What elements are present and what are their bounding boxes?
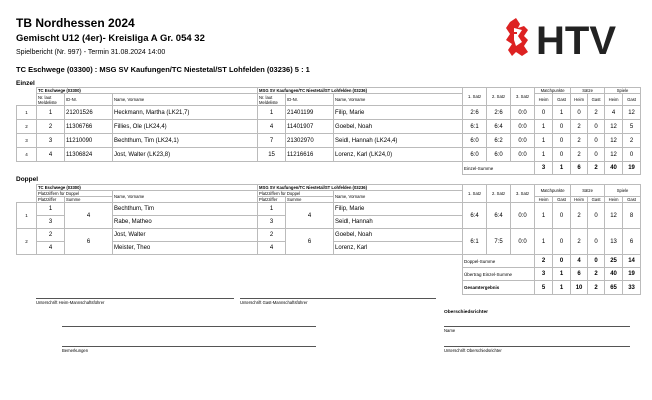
g-gast: 5 <box>623 120 641 134</box>
satz1: 6:4 <box>463 203 487 229</box>
g-gast: 12 <box>623 106 641 120</box>
sum-g-heim: 40 <box>605 162 623 175</box>
table-row <box>17 229 641 242</box>
col-home-name: Name, Vorname <box>113 94 258 106</box>
einzel-label: Einzel <box>16 80 35 87</box>
total-s-heim: 10 <box>571 281 588 295</box>
satz1: 6:0 <box>463 134 487 148</box>
col-mp-gast: Gast <box>553 94 571 106</box>
total-g-gast: 33 <box>623 281 641 295</box>
einzel-table <box>16 87 641 175</box>
referee-signature-line <box>444 346 630 347</box>
s-heim: 2 <box>571 120 588 134</box>
col-satz3: 3. Satz <box>511 88 535 106</box>
guest-name: Goebel, Noah <box>334 120 463 134</box>
home-summe: 4 <box>65 203 113 229</box>
home-name1: Jost, Walter <box>113 229 258 242</box>
table-row <box>17 203 641 216</box>
doppel-label: Doppel <box>16 176 39 183</box>
s-heim: 2 <box>571 229 588 255</box>
s-heim: 2 <box>571 148 588 162</box>
guest-nr: 1 <box>258 106 286 120</box>
col-saetze: Sätze <box>571 88 605 94</box>
einzel-rows <box>17 106 641 162</box>
carry-row <box>17 268 641 281</box>
sum-mp-gast: 0 <box>553 255 571 268</box>
s-gast: 0 <box>588 229 605 255</box>
col-s-heim: Heim <box>571 197 588 203</box>
report-info: Spielbericht (Nr. 997) - Termin 31.08.2024 14:00 <box>16 49 166 56</box>
col-mp-gast: Gast <box>553 197 571 203</box>
table-row <box>17 134 641 148</box>
col-guest-platz: Platzziffern für Doppel <box>258 191 334 197</box>
einzel-home-team: TC Eschwege (03300) <box>37 88 258 94</box>
guest-name: Seidl, Hannah (LK24,4) <box>334 134 463 148</box>
sum-s-heim: 4 <box>571 255 588 268</box>
total-label: Gesamtergebnis <box>463 281 535 295</box>
g-heim: 13 <box>605 229 623 255</box>
guest-name2: Lorenz, Karl <box>334 242 463 255</box>
guest-pz2: 4 <box>258 242 286 255</box>
table-row <box>17 148 641 162</box>
sum-g-gast: 19 <box>623 162 641 175</box>
satz2: 6:4 <box>487 120 511 134</box>
guest-signature-line <box>240 298 436 299</box>
home-nr: 2 <box>37 120 65 134</box>
home-summe: 6 <box>65 229 113 255</box>
g-heim: 12 <box>605 203 623 229</box>
col-home-platz: Platzziffern für Doppel <box>37 191 113 197</box>
row-pos: 2 <box>17 229 37 255</box>
carry-s-gast: 2 <box>588 268 605 281</box>
guest-nr: 4 <box>258 120 286 134</box>
satz3: 0:0 <box>511 134 535 148</box>
mp-heim: 1 <box>535 229 553 255</box>
g-heim: 4 <box>605 106 623 120</box>
mp-heim: 1 <box>535 120 553 134</box>
lion-icon <box>506 18 528 56</box>
home-id: 11306824 <box>65 148 113 162</box>
league-title: Gemischt U12 (4er)- Kreisliga A Gr. 054 32 <box>16 33 205 44</box>
g-gast: 8 <box>623 203 641 229</box>
mp-gast: 0 <box>553 148 571 162</box>
carry-mp-heim: 3 <box>535 268 553 281</box>
col-g-heim: Heim <box>605 197 623 203</box>
satz1: 2:6 <box>463 106 487 120</box>
home-name: Fillies, Ole (LK24,4) <box>113 120 258 134</box>
mp-heim: 1 <box>535 203 553 229</box>
mp-gast: 0 <box>553 203 571 229</box>
remarks-line-2 <box>62 346 316 347</box>
referee-signature-label: Unterschrift Oberschiedsrichter <box>444 348 502 353</box>
home-name: Heckmann, Martha (LK21,7) <box>113 106 258 120</box>
home-signature-label: Unterschrift Heim-Mannschaftsführer <box>36 300 105 305</box>
carry-g-gast: 19 <box>623 268 641 281</box>
guest-name2: Seidl, Hannah <box>334 216 463 229</box>
home-id: 21201526 <box>65 106 113 120</box>
col-spiele: Spiele <box>605 185 641 197</box>
page-title: TB Nordhessen 2024 <box>16 16 135 30</box>
row-pos: 3 <box>17 134 37 148</box>
col-home-pz: Platzziffer <box>37 197 65 203</box>
col-g-gast: Gast <box>623 197 641 203</box>
col-matchpunkte: Matchpunkte <box>535 88 571 94</box>
mp-heim: 1 <box>535 148 553 162</box>
row-pos: 1 <box>17 106 37 120</box>
home-nr: 3 <box>37 134 65 148</box>
g-heim: 12 <box>605 120 623 134</box>
einzel-guest-team: MSG SV Kaufungen/TC Niestetal/ST Lohfelden (03236) <box>258 88 463 94</box>
guest-id: 11401907 <box>286 120 334 134</box>
col-s-heim: Heim <box>571 94 588 106</box>
col-g-gast: Gast <box>623 94 641 106</box>
col-guest-name: Name, Vorname <box>334 191 463 203</box>
s-heim: 2 <box>571 134 588 148</box>
einzel-sum-row <box>17 162 641 175</box>
satz1: 6:1 <box>463 229 487 255</box>
referee-name-label: Name <box>444 328 456 333</box>
carry-mp-gast: 1 <box>553 268 571 281</box>
col-satz2: 2. Satz <box>487 185 511 203</box>
g-heim: 12 <box>605 148 623 162</box>
satz3: 0:0 <box>511 106 535 120</box>
guest-name: Lorenz, Karl (LK24,0) <box>334 148 463 162</box>
col-guest-name: Name, Vorname <box>334 94 463 106</box>
mp-gast: 1 <box>553 106 571 120</box>
guest-name1: Filip, Marie <box>334 203 463 216</box>
home-nr: 1 <box>37 106 65 120</box>
s-gast: 0 <box>588 134 605 148</box>
doppel-sum-row <box>17 255 641 268</box>
table-row <box>17 120 641 134</box>
satz2: 2:6 <box>487 106 511 120</box>
guest-name: Filip, Marie <box>334 106 463 120</box>
home-name2: Rabe, Matheo <box>113 216 258 229</box>
mp-gast: 0 <box>553 229 571 255</box>
mp-gast: 0 <box>553 120 571 134</box>
guest-id: 21401199 <box>286 106 334 120</box>
s-gast: 0 <box>588 148 605 162</box>
sum-g-gast: 14 <box>623 255 641 268</box>
col-guest-id: ID-Nr. <box>286 94 334 106</box>
mp-heim: 0 <box>535 106 553 120</box>
col-guest-pz: Platzziffer <box>258 197 286 203</box>
home-pz1: 1 <box>37 203 65 216</box>
sum-mp-heim: 2 <box>535 255 553 268</box>
guest-summe: 6 <box>286 229 334 255</box>
g-gast: 6 <box>623 229 641 255</box>
col-mp-heim: Heim <box>535 94 553 106</box>
g-gast: 2 <box>623 134 641 148</box>
logo-text: HTV <box>536 19 616 60</box>
g-gast: 0 <box>623 148 641 162</box>
home-pz2: 4 <box>37 242 65 255</box>
col-satz3: 3. Satz <box>511 185 535 203</box>
satz3: 0:0 <box>511 148 535 162</box>
total-mp-gast: 1 <box>553 281 571 295</box>
s-gast: 2 <box>588 106 605 120</box>
col-home-id: ID-Nr. <box>65 94 113 106</box>
col-satz1: 1. Satz <box>463 185 487 203</box>
s-heim: 2 <box>571 203 588 229</box>
guest-pz1: 1 <box>258 203 286 216</box>
home-id: 11306766 <box>65 120 113 134</box>
guest-pz2: 3 <box>258 216 286 229</box>
s-heim: 0 <box>571 106 588 120</box>
satz1: 6:1 <box>463 120 487 134</box>
home-name1: Bechthum, Tim <box>113 203 258 216</box>
row-pos: 2 <box>17 120 37 134</box>
carry-label: Übertrag Einzel-Summe <box>463 268 535 281</box>
guest-id: 11216616 <box>286 148 334 162</box>
col-g-heim: Heim <box>605 94 623 106</box>
satz2: 7:5 <box>487 229 511 255</box>
col-s-gast: Gast <box>588 197 605 203</box>
col-home-nr: Nr. laut Meldeliste <box>37 94 65 106</box>
sum-mp-heim: 3 <box>535 162 553 175</box>
remarks-label: Bemerkungen <box>62 348 89 353</box>
satz3: 0:0 <box>511 229 535 255</box>
total-g-heim: 65 <box>605 281 623 295</box>
s-gast: 0 <box>588 203 605 229</box>
doppel-guest-team: MSG SV Kaufungen/TC Niestetal/ST Lohfelden (03236) <box>258 185 463 191</box>
total-s-gast: 2 <box>588 281 605 295</box>
htv-logo <box>502 16 636 60</box>
guest-pz1: 2 <box>258 229 286 242</box>
guest-id: 21302970 <box>286 134 334 148</box>
row-pos: 1 <box>17 203 37 229</box>
sum-s-heim: 6 <box>571 162 588 175</box>
col-satz2: 2. Satz <box>487 88 511 106</box>
g-heim: 12 <box>605 134 623 148</box>
home-name2: Meister, Theo <box>113 242 258 255</box>
guest-nr: 15 <box>258 148 286 162</box>
remarks-line-1 <box>62 326 316 327</box>
guest-nr: 7 <box>258 134 286 148</box>
doppel-home-team: TC Eschwege (03300) <box>37 185 258 191</box>
home-id: 11210090 <box>65 134 113 148</box>
s-gast: 0 <box>588 120 605 134</box>
home-name: Jost, Walter (LK23,8) <box>113 148 258 162</box>
doppel-table <box>16 184 641 295</box>
doppel-sum-label: Doppel-Summe <box>463 255 535 268</box>
col-home-name: Name, Vorname <box>113 191 258 203</box>
row-pos: 4 <box>17 148 37 162</box>
table-row <box>17 106 641 120</box>
col-home-summe: Summe <box>65 197 113 203</box>
col-s-gast: Gast <box>588 94 605 106</box>
carry-s-heim: 6 <box>571 268 588 281</box>
satz2: 6:0 <box>487 148 511 162</box>
sum-g-heim: 25 <box>605 255 623 268</box>
satz2: 6:4 <box>487 203 511 229</box>
satz1: 6:0 <box>463 148 487 162</box>
sum-s-gast: 2 <box>588 162 605 175</box>
col-guest-summe: Summe <box>286 197 334 203</box>
satz3: 0:0 <box>511 203 535 229</box>
einzel-sum-label: Einzel-Summe <box>463 162 535 175</box>
col-saetze: Sätze <box>571 185 605 197</box>
home-pz2: 3 <box>37 216 65 229</box>
mp-gast: 0 <box>553 134 571 148</box>
total-row <box>17 281 641 295</box>
guest-summe: 4 <box>286 203 334 229</box>
col-mp-heim: Heim <box>535 197 553 203</box>
col-matchpunkte: Matchpunkte <box>535 185 571 197</box>
col-guest-nr: Nr. laut Meldeliste <box>258 94 286 106</box>
home-nr: 4 <box>37 148 65 162</box>
mp-heim: 1 <box>535 134 553 148</box>
referee-name-line <box>444 326 630 327</box>
total-mp-heim: 5 <box>535 281 553 295</box>
sum-mp-gast: 1 <box>553 162 571 175</box>
guest-signature-label: Unterschrift Gast-Mannschaftsführer <box>240 300 308 305</box>
match-title: TC Eschwege (03300) : MSG SV Kaufungen/TC Niestetal/ST Lohfelden (03236) 5 : 1 <box>16 65 310 74</box>
col-satz1: 1. Satz <box>463 88 487 106</box>
col-spiele: Spiele <box>605 88 641 94</box>
home-signature-line <box>36 298 234 299</box>
carry-g-heim: 40 <box>605 268 623 281</box>
sum-s-gast: 0 <box>588 255 605 268</box>
home-name: Bechthum, Tim (LK24,1) <box>113 134 258 148</box>
satz3: 0:0 <box>511 120 535 134</box>
satz2: 6:2 <box>487 134 511 148</box>
guest-name1: Goebel, Noah <box>334 229 463 242</box>
home-pz1: 2 <box>37 229 65 242</box>
referee-title: Oberschiedsrichter <box>444 310 488 315</box>
